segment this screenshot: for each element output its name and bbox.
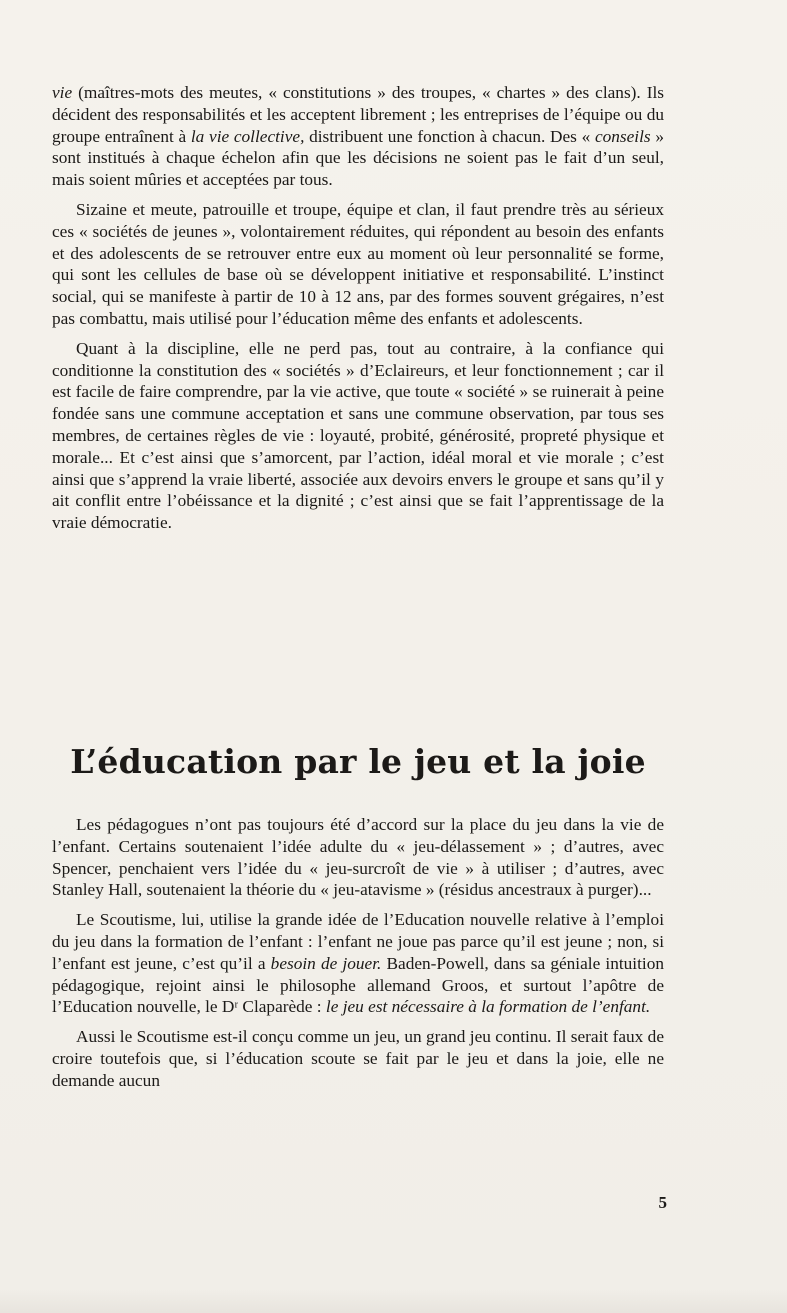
paragraph: vie (maîtres-mots des meutes, « constitutions » des troupes, « chartes » des clans). Ils décident des responsabilités et les acceptent librement ; les entreprises de l’équipe ou du groupe entraînent à la vie collective, distribuent une fonction à chacun. Des « conseils » sont institués à chaque échelon afin que les décisions ne soient pas le fait d’un seul, mais soient mûries et acceptées par tous. xyxy=(52,83,664,190)
text-column-top xyxy=(52,82,664,542)
paragraph: Sizaine et meute, patrouille et troupe, équipe et clan, il faut prendre très au sérieux ces « sociétés de jeunes », volontairement réduites, qui répondent au besoin des enfants et des adolescents de se retrouver entre eux au moment où leur personnalité se forme, qui sont les cellules de base où se développent initiative et responsabilité. L’instinct social, qui se manifeste à partir de 10 à 12 ans, par des formes souvent grégaires, n’est pas combattu, mais utilisé pour l’éducation même des enfants et adolescents. xyxy=(52,199,664,328)
paragraph: Quant à la discipline, elle ne perd pas, tout au contraire, à la confiance qui conditionne la constitution des « sociétés » d’Eclaireurs, et leur fonctionnement ; car il est facile de faire comprendre, par la vie active, que toute « société » se ruinerait à peine fondée sans une commune acceptation et sans une commune observation, par tous ses membres, de certaines règles de vie : loyauté, probité, générosité, propreté physique et morale... Et c’est ainsi que s’amorcent, par l’action, idéal moral et vie morale ; c’est ainsi que s’apprend la vraie liberté, associée aux devoirs envers le groupe et sans qu’il y ait conflit entre l’obéissance et la dignité ; c’est ainsi que se fait l’apprentissage de la vraie démocratie. xyxy=(52,338,664,533)
paragraph: Le Scoutisme, lui, utilise la grande idée de l’Education nouvelle relative à l’emploi du jeu dans la formation de l’enfant : l’enfant ne joue pas parce qu’il est jeune ; non, si l’enfant est jeune, c’est qu’il a besoin de jouer. Baden-Powell, dans sa géniale intuition pédagogique, rejoint ainsi le philosophe allemand Groos, et surtout l’apôtre de l’Education nouvelle, le Dʳ Claparède : le jeu est nécessaire à la formation de l’enfant. xyxy=(52,910,664,1017)
page-number: 5 xyxy=(658,1193,667,1212)
text-column-bottom xyxy=(52,814,664,1100)
paragraph: Les pédagogues n’ont pas toujours été d’accord sur la place du jeu dans la vie de l’enfant. Certains soutenaient l’idée adulte du « jeu-délassement » ; d’autres, avec Spencer, penchaient vers l’idée du « jeu-surcroît de vie » à utiliser ; d’autres, avec Stanley Hall, soutenaient la théorie du « jeu-atavisme » (résidus ancestraux à purger)... xyxy=(52,815,664,900)
section-title: L’éducation par le jeu et la joie xyxy=(70,742,646,781)
paragraph: Aussi le Scoutisme est-il conçu comme un jeu, un grand jeu continu. Il serait faux de croire toutefois que, si l’éducation scoute se fait par le jeu et dans la joie, elle ne demande aucun xyxy=(52,1027,664,1090)
